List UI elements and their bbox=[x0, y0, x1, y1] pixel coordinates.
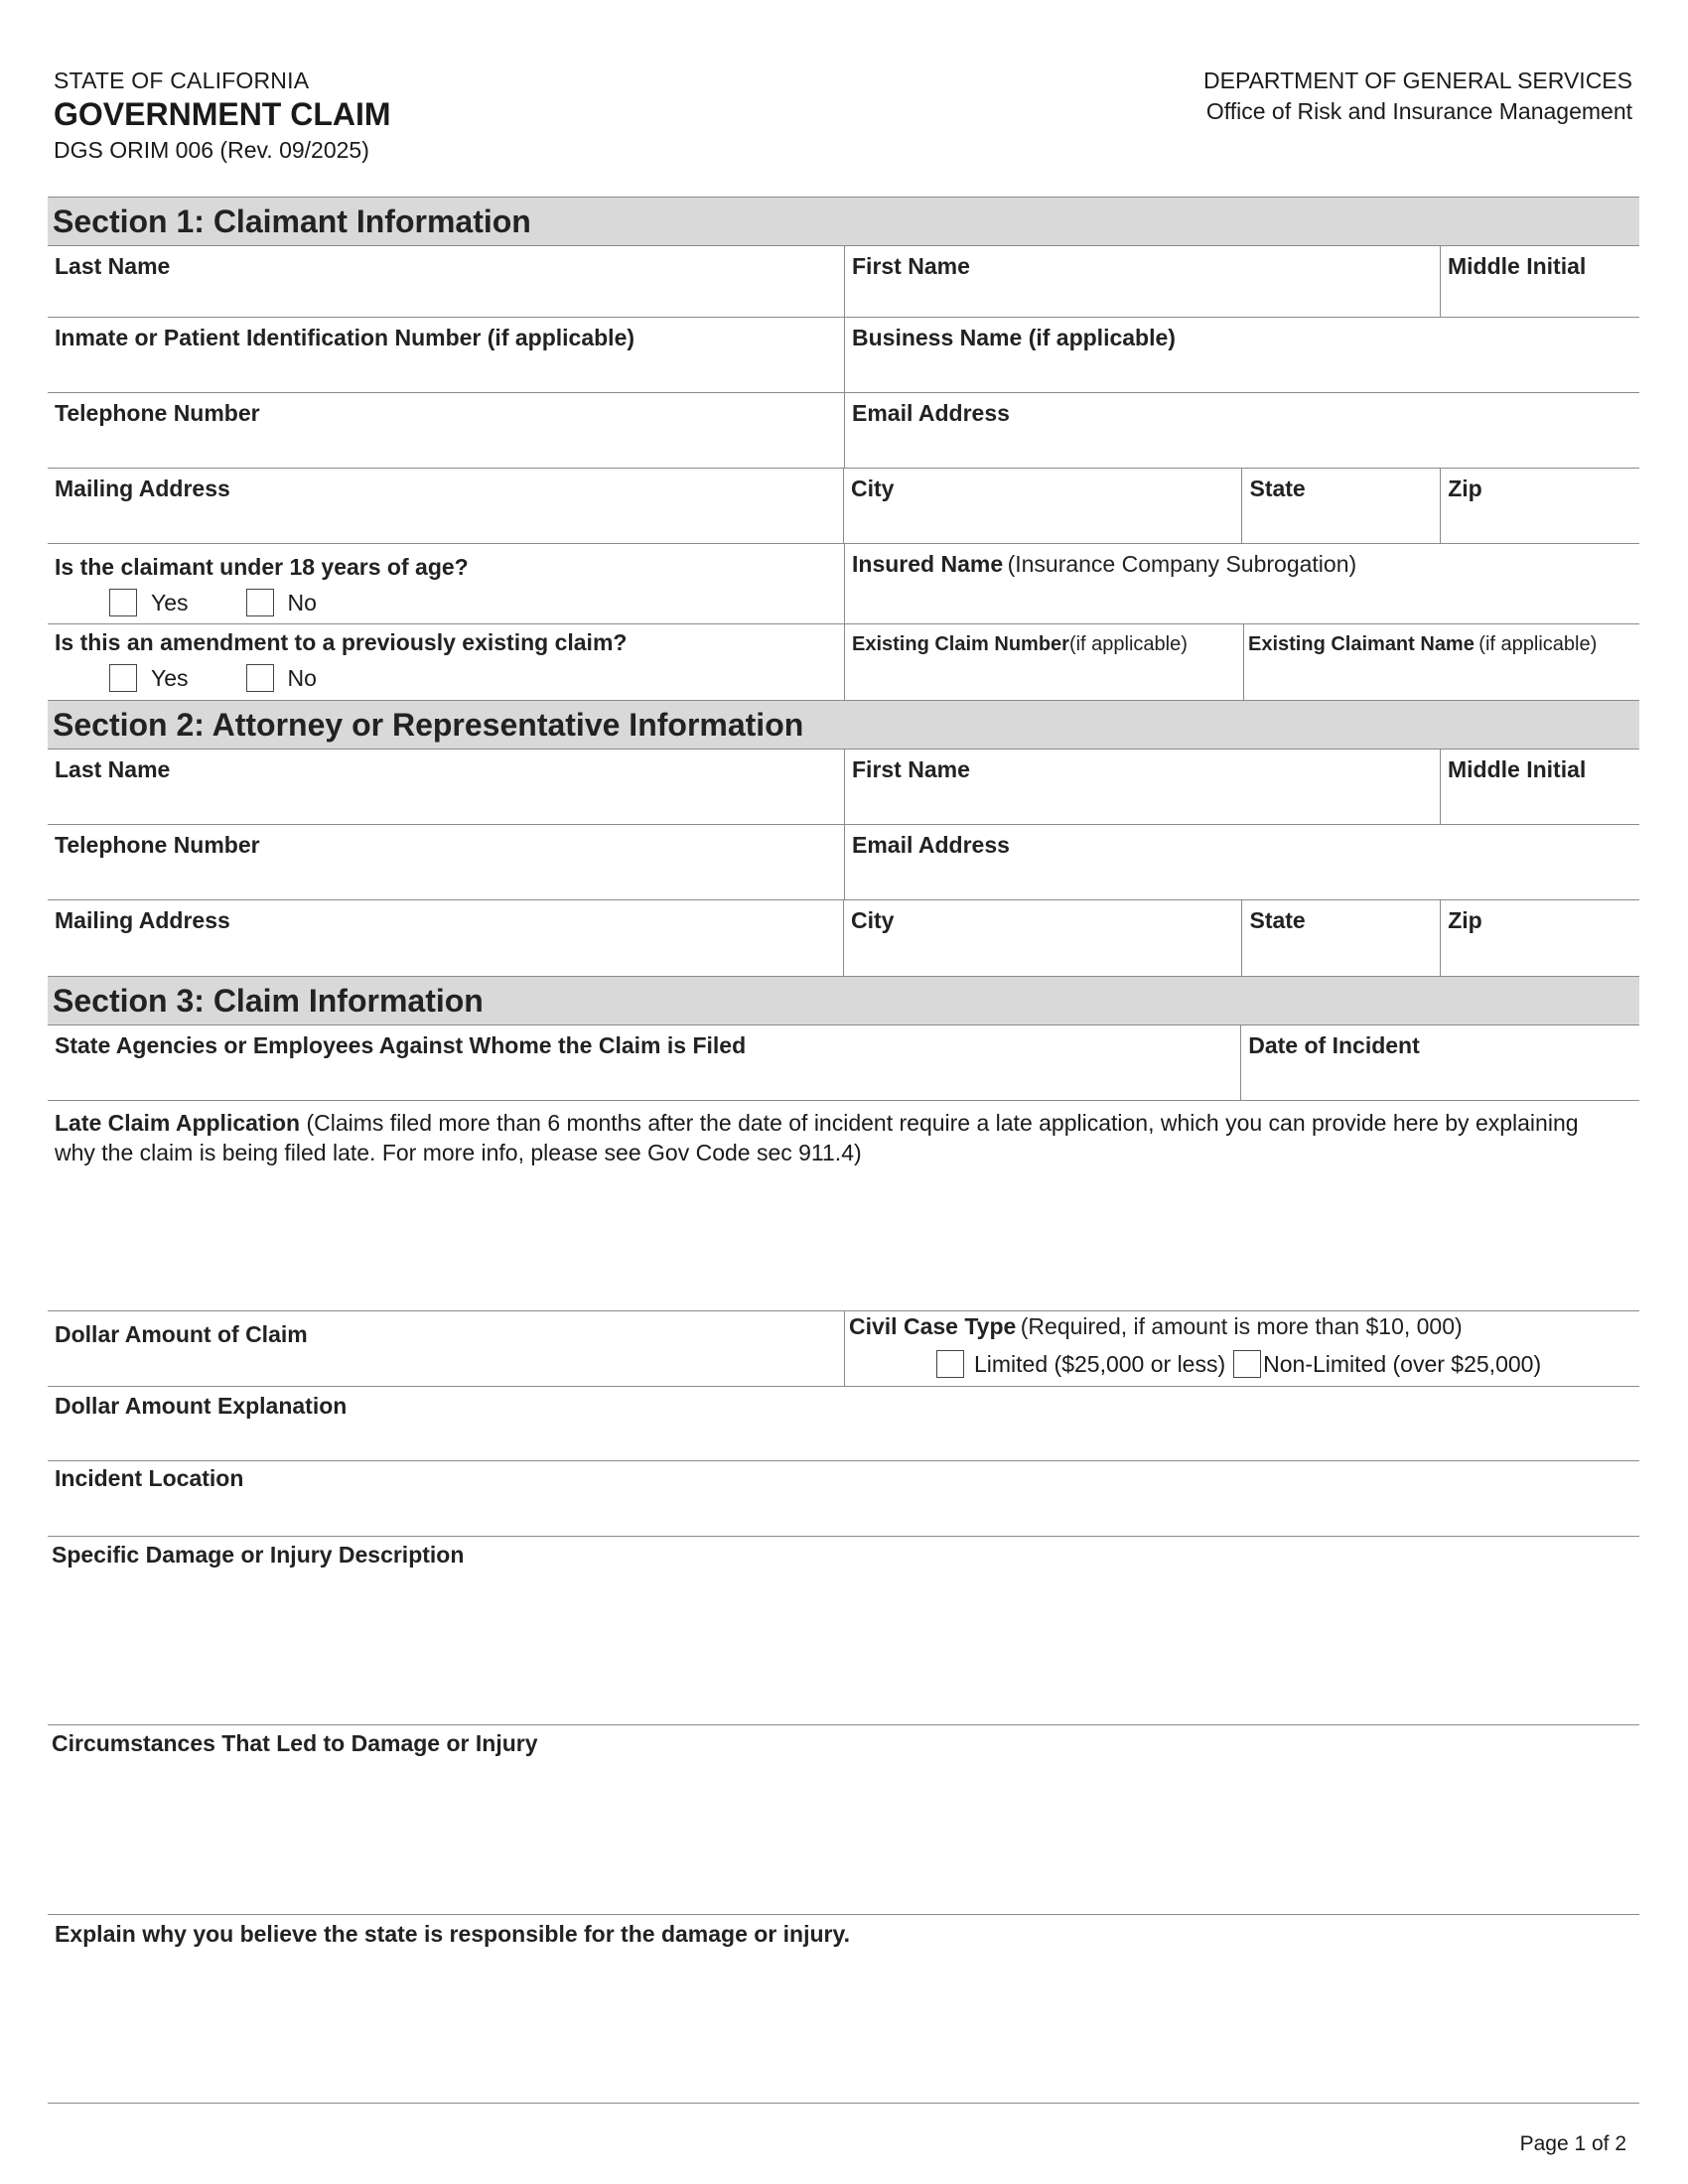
field-label: State bbox=[1249, 907, 1306, 933]
attorney-state-field[interactable] bbox=[1241, 900, 1440, 976]
field-label: First Name bbox=[852, 756, 970, 782]
claimant-contact-row bbox=[48, 393, 1639, 469]
damage-description-row bbox=[48, 1537, 1639, 1725]
checkbox-label: Non-Limited (over $25,000) bbox=[1263, 1350, 1542, 1377]
field-note: (Insurance Company Subrogation) bbox=[1007, 551, 1357, 577]
form-header-right bbox=[1203, 68, 1632, 125]
field-note: (if applicable) bbox=[1068, 633, 1188, 655]
attorney-mailing-address-field[interactable] bbox=[48, 900, 843, 976]
claim-form bbox=[48, 197, 1639, 2104]
amendment-question bbox=[48, 624, 844, 700]
form-title: GOVERNMENT CLAIM bbox=[54, 96, 391, 132]
inmate-id-field[interactable] bbox=[48, 318, 844, 392]
attorney-name-row bbox=[48, 750, 1639, 825]
form-id: DGS ORIM 006 (Rev. 09/2025) bbox=[54, 137, 369, 163]
responsibility-field[interactable] bbox=[48, 1915, 1639, 2103]
late-claim-row bbox=[48, 1101, 1639, 1311]
field-label: State Agencies or Employees Against Whome the Claim is Filed bbox=[55, 1032, 747, 1058]
under18-question bbox=[48, 544, 844, 623]
field-label: Business Name (if applicable) bbox=[852, 325, 1176, 350]
field-note: (Required, if amount is more than $10, 000) bbox=[1020, 1313, 1463, 1339]
field-label: Circumstances That Led to Damage or Injury bbox=[52, 1730, 538, 1756]
field-label: Specific Damage or Injury Description bbox=[52, 1542, 465, 1568]
circumstances-row bbox=[48, 1725, 1639, 1915]
attorney-email-field[interactable] bbox=[844, 825, 1639, 899]
field-label: Last Name bbox=[55, 756, 171, 782]
non-limited-checkbox[interactable] bbox=[1233, 1350, 1261, 1378]
dollar-amount-field[interactable] bbox=[48, 1311, 844, 1386]
circumstances-field[interactable] bbox=[48, 1725, 1639, 1914]
field-label: Telephone Number bbox=[55, 832, 260, 858]
civil-case-type bbox=[844, 1311, 1639, 1386]
attorney-middle-initial-field[interactable] bbox=[1440, 750, 1639, 824]
claimant-last-name-field[interactable] bbox=[48, 246, 844, 317]
field-label: Date of Incident bbox=[1248, 1032, 1420, 1058]
attorney-telephone-field[interactable] bbox=[48, 825, 844, 899]
date-of-incident-field[interactable] bbox=[1240, 1025, 1639, 1100]
existing-claim-number-field[interactable] bbox=[844, 624, 1243, 700]
field-label: Incident Location bbox=[55, 1465, 244, 1491]
damage-description-field[interactable] bbox=[48, 1537, 1639, 1724]
field-label: Middle Initial bbox=[1448, 756, 1587, 782]
attorney-zip-field[interactable] bbox=[1440, 900, 1639, 976]
field-label: Last Name bbox=[55, 253, 171, 279]
limited-checkbox[interactable] bbox=[936, 1350, 964, 1378]
claimant-age-row bbox=[48, 544, 1639, 624]
claimant-zip-field[interactable] bbox=[1440, 469, 1639, 543]
attorney-last-name-field[interactable] bbox=[48, 750, 844, 824]
attorney-address-row bbox=[48, 900, 1639, 976]
state-name: STATE OF CALIFORNIA bbox=[54, 68, 310, 93]
field-label: Dollar Amount Explanation bbox=[55, 1393, 348, 1419]
field-note: (if applicable) bbox=[1478, 633, 1598, 655]
field-label: Is the claimant under 18 years of age? bbox=[55, 554, 469, 580]
field-label: Existing Claimant Name bbox=[1248, 633, 1475, 655]
field-label: Mailing Address bbox=[55, 907, 230, 933]
claimant-city-field[interactable] bbox=[843, 469, 1242, 543]
field-label: Inmate or Patient Identification Number (if applicable) bbox=[55, 325, 635, 350]
claimant-first-name-field[interactable] bbox=[844, 246, 1440, 317]
agencies-field[interactable] bbox=[48, 1025, 1240, 1100]
claimant-id-row bbox=[48, 318, 1639, 393]
field-label: City bbox=[850, 907, 895, 933]
field-label: Email Address bbox=[852, 400, 1010, 426]
field-label: First Name bbox=[852, 253, 970, 279]
responsibility-row bbox=[48, 1915, 1639, 2104]
claimant-name-row bbox=[48, 246, 1639, 318]
field-label: Dollar Amount of Claim bbox=[55, 1321, 308, 1347]
claimant-email-field[interactable] bbox=[844, 393, 1639, 468]
page-number: Page 1 of 2 bbox=[1519, 2132, 1626, 2155]
dollar-explanation-row bbox=[48, 1387, 1639, 1461]
field-label: Middle Initial bbox=[1448, 253, 1587, 279]
section3-heading: Section 3: Claim Information bbox=[48, 976, 1639, 1025]
field-label: Existing Claim Number bbox=[852, 633, 1069, 655]
attorney-city-field[interactable] bbox=[843, 900, 1242, 976]
section2-heading: Section 2: Attorney or Representative Information bbox=[48, 700, 1639, 750]
checkbox-label: Limited ($25,000 or less) bbox=[974, 1350, 1226, 1377]
claimant-mailing-address-field[interactable] bbox=[48, 469, 843, 543]
checkbox-label: No bbox=[287, 589, 317, 615]
amendment-row bbox=[48, 624, 1639, 700]
field-label: State bbox=[1249, 476, 1306, 501]
attorney-contact-row bbox=[48, 825, 1639, 900]
field-label: Zip bbox=[1448, 907, 1482, 933]
late-claim-field[interactable] bbox=[48, 1101, 1639, 1310]
business-name-field[interactable] bbox=[844, 318, 1639, 392]
dollar-amount-row bbox=[48, 1311, 1639, 1387]
amendment-no-checkbox[interactable] bbox=[246, 664, 274, 692]
field-label: City bbox=[850, 476, 895, 501]
field-label: Civil Case Type bbox=[849, 1313, 1017, 1339]
field-label: Zip bbox=[1448, 476, 1482, 501]
checkbox-label: Yes bbox=[151, 664, 189, 691]
claimant-address-row bbox=[48, 469, 1639, 544]
existing-claimant-name-field[interactable] bbox=[1243, 624, 1639, 700]
field-label: Late Claim Application bbox=[55, 1110, 301, 1136]
checkbox-label: Yes bbox=[151, 589, 189, 615]
incident-location-row bbox=[48, 1461, 1639, 1537]
field-label: Mailing Address bbox=[55, 476, 230, 501]
form-header-left bbox=[54, 68, 391, 164]
under18-no-checkbox[interactable] bbox=[246, 589, 274, 616]
amendment-yes-checkbox[interactable] bbox=[109, 664, 137, 692]
claimant-telephone-field[interactable] bbox=[48, 393, 844, 468]
field-label: Insured Name bbox=[852, 551, 1004, 577]
claimant-state-field[interactable] bbox=[1241, 469, 1440, 543]
field-label: Email Address bbox=[852, 832, 1010, 858]
agency-row bbox=[48, 1025, 1639, 1101]
field-label: Explain why you believe the state is responsible for the damage or injury. bbox=[55, 1921, 850, 1947]
checkbox-label: No bbox=[287, 664, 317, 691]
field-label: Is this an amendment to a previously existing claim? bbox=[55, 629, 628, 655]
dollar-explanation-field[interactable] bbox=[48, 1387, 1639, 1460]
attorney-first-name-field[interactable] bbox=[844, 750, 1440, 824]
claimant-middle-initial-field[interactable] bbox=[1440, 246, 1639, 317]
field-note: (Claims filed more than 6 months after the date of incident require a late application, which you can provide here by explaining why the claim is being filed late. For more info, please see Gov Code sec 911.4) bbox=[55, 1110, 1579, 1165]
section1-heading: Section 1: Claimant Information bbox=[48, 197, 1639, 246]
office-name: Office of Risk and Insurance Management bbox=[1205, 98, 1632, 124]
field-label: Telephone Number bbox=[55, 400, 260, 426]
incident-location-field[interactable] bbox=[48, 1461, 1639, 1536]
department-name: DEPARTMENT OF GENERAL SERVICES bbox=[1203, 68, 1632, 93]
insured-name-field[interactable] bbox=[844, 544, 1639, 623]
under18-yes-checkbox[interactable] bbox=[109, 589, 137, 616]
